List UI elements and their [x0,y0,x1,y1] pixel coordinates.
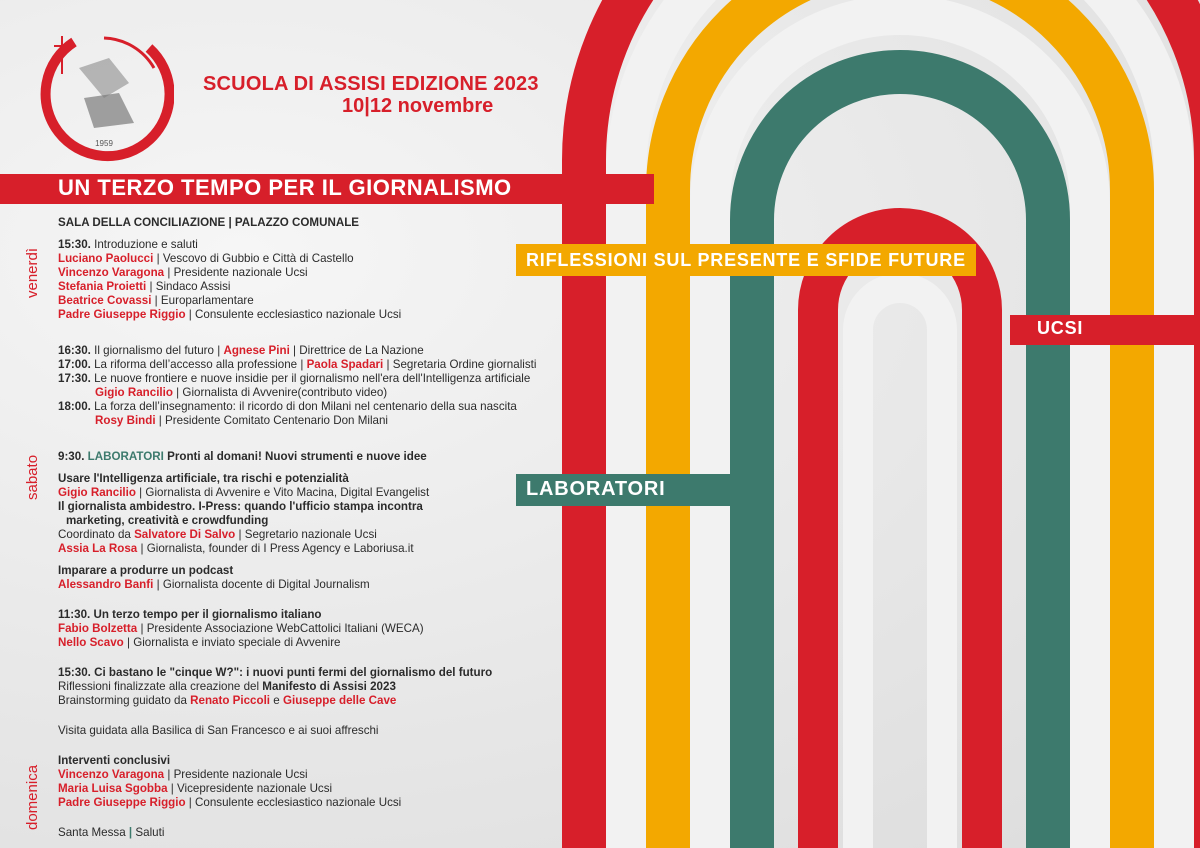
day-label-sunday: domenica [24,764,41,830]
edition-title: SCUOLA DI ASSISI EDIZIONE 2023 [203,73,539,95]
speaker-line: Beatrice Covassi | Europarlamentare [58,294,254,307]
workshop-coordinator: Coordinato da Salvatore Di Salvo | Segretario nazionale Ucsi [58,528,377,541]
session-speaker: Rosy Bindi | Presidente Comitato Centenario Don Milani [95,414,389,427]
session-title: 15:30. Ci bastano le "cinque W?": i nuovi punti fermi del giornalismo del futuro [58,666,493,679]
workshop-title-cont: marketing, creatività e crowdfunding [66,514,269,527]
session-line: Riflessioni finalizzate alla creazione del Manifesto di Assisi 2023 [58,680,396,693]
workshop-title: Imparare a produrre un podcast [58,564,234,577]
venue: SALA DELLA CONCILIAZIONE | PALAZZO COMUNALE [58,216,360,229]
day-label-saturday: sabato [24,454,41,500]
session-line: 18:00. La forza dell’insegnamento: il ricordo di don Milani nel centenario della sua nascita [58,400,517,413]
visit-line: Visita guidata alla Basilica di San Francesco e ai suoi affreschi [58,724,379,737]
workshop-speaker: Gigio Rancilio | Giornalista di Avvenire e Vito Macina, Digital Evangelist [58,486,430,499]
workshop-title: Usare l'Intelligenza artificiale, tra rischi e potenzialità [58,472,349,485]
lab-heading: 9:30. LABORATORI Pronti al domani! Nuovi strumenti e nuove idee [58,450,427,463]
closing-line: Santa Messa | Saluti [58,826,165,839]
session-line: 16:30. Il giornalismo del futuro | Agnese Pini | Direttrice de La Nazione [58,344,424,357]
speaker-line: Luciano Paolucci | Vescovo di Gubbio e Città di Castello [58,252,354,265]
ucsi-label: UCSI [1037,318,1084,338]
speaker-line: Stefania Proietti | Sindaco Assisi [58,280,231,293]
workshop-title: Il giornalista ambidestro. I-Press: quando l'ufficio stampa incontra [58,500,423,513]
workshop-speaker: Assia La Rosa | Giornalista, founder di I Press Agency e Laboriusa.it [58,542,414,555]
program-content [58,216,658,840]
white-arch-3 [858,288,942,848]
laboratori-label: LABORATORI [526,478,666,500]
workshop-speaker: Alessandro Banfi | Giornalista docente di Digital Journalism [58,578,370,591]
session-line: Brainstorming guidato da Renato Piccoli e Giuseppe delle Cave [58,694,397,707]
speaker-line: Maria Luisa Sgobba | Vicepresidente nazionale Ucsi [58,782,333,795]
intro-line: 15:30. Introduzione e saluti [58,238,198,251]
session-line: 17:00. La riforma dell’accesso alla professione | Paola Spadari | Segretaria Ordine giornalisti [58,358,537,371]
red-arch-inner [818,228,982,848]
session-title: 11:30. Un terzo tempo per il giornalismo italiano [58,608,322,621]
session-line: 17:30. Le nuove frontiere e nuove insidie per il giornalismo nell'era dell'Intelligenza artificiale [58,372,531,385]
session-speaker: Nello Scavo | Giornalista e inviato speciale di Avvenire [58,636,341,649]
riflessioni-label: RIFLESSIONI SUL PRESENTE E SFIDE FUTURE [516,244,976,276]
main-banner-text: UN TERZO TEMPO PER IL GIORNALISMO [58,175,512,200]
session-speaker: Gigio Rancilio | Giornalista di Avvenire(contributo video) [95,386,388,399]
green-arch [752,72,1048,848]
edition-dates: 10|12 novembre [342,95,494,117]
speaker-line: Vincenzo Varagona | Presidente nazionale Ucsi [58,768,308,781]
day-label-friday: venerdì [24,247,41,298]
ucsi-logo [34,28,174,168]
speaker-line: Padre Giuseppe Riggio | Consulente ecclesiastico nazionale Ucsi [58,796,402,809]
svg-text:1959: 1959 [95,139,113,148]
speaker-line: Padre Giuseppe Riggio | Consulente ecclesiastico nazionale Ucsi [58,308,402,321]
speaker-line: Vincenzo Varagona | Presidente nazionale Ucsi [58,266,308,279]
session-speaker: Fabio Bolzetta | Presidente Associazione WebCattolici Italiani (WECA) [58,622,424,635]
sunday-title: Interventi conclusivi [58,754,171,767]
